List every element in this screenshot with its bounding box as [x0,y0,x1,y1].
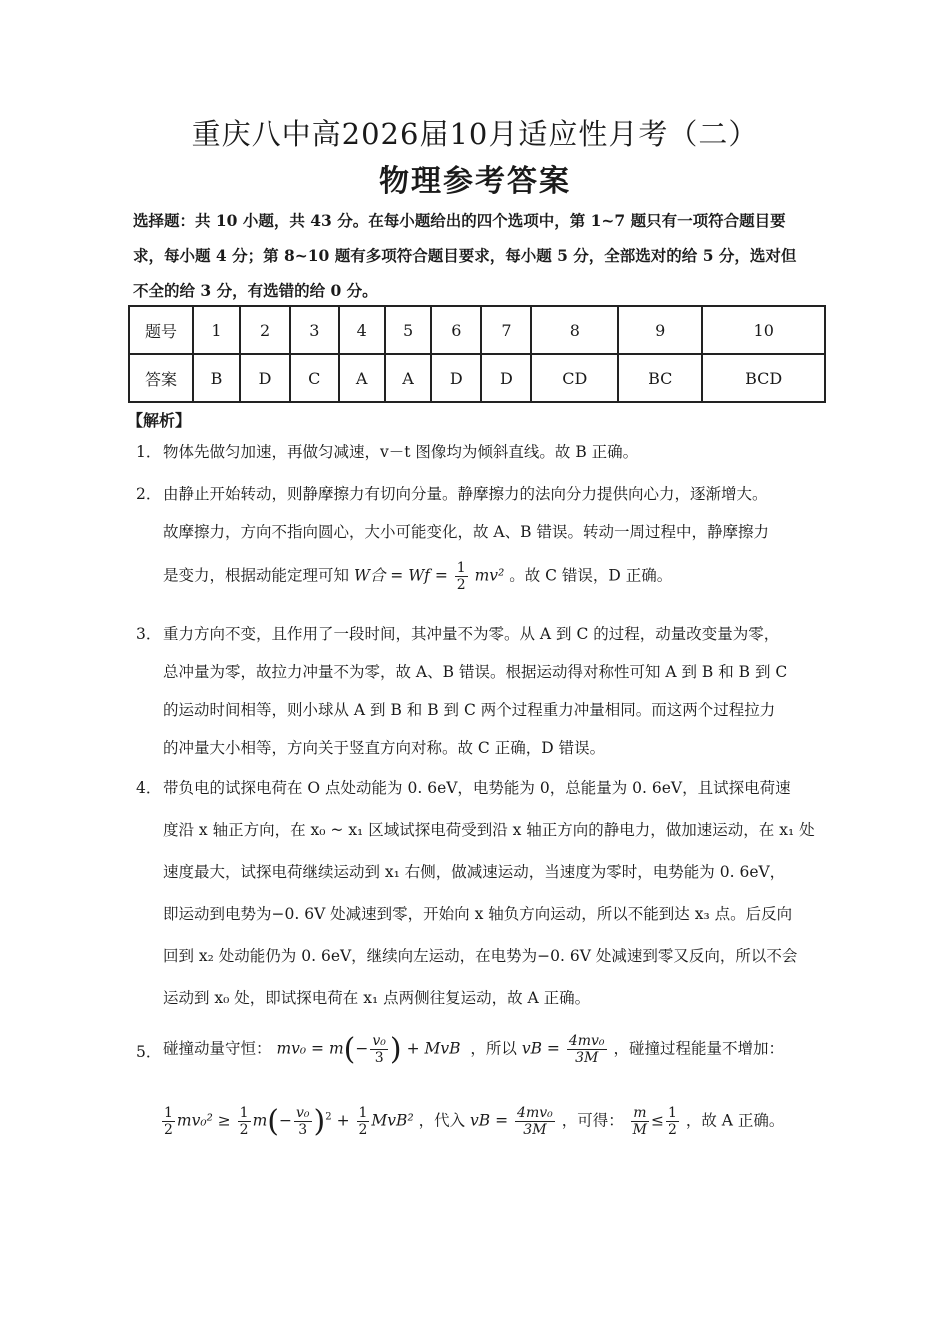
fraction-denominator: M [632,1122,647,1138]
solution-number: 5． [136,1043,162,1061]
solution-line: 的运动时间相等，则小球从 A 到 B 和 B 到 C 两个过程重力冲量相同。而这两个过程拉力 [163,701,776,719]
table-cell: BCD [702,354,825,402]
fraction-numerator: 1 [239,1105,249,1121]
paren-close: ) [389,1032,402,1067]
solution-line: 总冲量为零，故拉力冲量不为零，故 A、B 错误。根据运动得对称性可知 A 到 B 和 B 到 C [163,663,788,681]
solution-line: 碰撞动量守恒： mv₀ = m(− $\frac{\text{v₀}}{3}$ ) + MvB ，所以 vB = $\frac{\text{4mv₀}}{3M}$ ，碰撞过程能量不增加： [163,1032,784,1067]
fraction [370,1033,388,1066]
fraction [357,1105,370,1138]
text-run: ，代入 [418,1111,466,1130]
text-run: ，故 A 正确。 [685,1111,785,1130]
fraction [515,1105,555,1138]
solution-line: 的冲量大小相等，方向关于竖直方向对称。故 C 正确，D 错误。 [163,739,606,757]
row-label: 答案 [129,354,193,402]
math-expression: W合 = Wf = [353,566,448,585]
table-cell: 8 [531,306,618,354]
solution-line [163,560,672,593]
solution-line: 回到 x₂ 处动能仍为 0. 6eV，继续向左运动，在电势为−0. 6V 处减速到零又反向，所以不会 [163,947,798,965]
exponent: 2 [325,1111,332,1123]
solution-5 [136,1032,826,1160]
table-cell: 6 [431,306,481,354]
text-run: ，碰撞过程能量不增加： [613,1039,784,1058]
fraction [162,1105,175,1138]
solution-number: 3． [136,625,162,643]
solution-line: 由静止开始转动，则静摩擦力有切向分量。静摩擦力的法向分力提供向心力，逐渐增大。 [163,485,768,503]
fraction-denominator: 3 [294,1121,312,1138]
fraction-denominator: 2 [164,1122,173,1138]
text-run: ，所以 [470,1039,517,1058]
math-expression: vB = [521,1039,560,1058]
math-expression: mv₀² ≥ [176,1111,231,1130]
fraction-denominator: 3M [567,1049,607,1066]
fraction-numerator: 1 [358,1105,368,1121]
answer-table [128,305,826,403]
fraction-numerator: 1 [164,1105,173,1121]
table-cell: 3 [290,306,338,354]
table-cell: C [290,354,338,402]
table-cell: 9 [618,306,702,354]
table-cell: 2 [240,306,290,354]
exam-title: 重庆八中高2026届10月适应性月考（二） [191,117,759,151]
table-cell: 4 [339,306,385,354]
fraction-denominator: 3 [370,1049,388,1066]
table-cell: 5 [385,306,431,354]
fraction [238,1105,251,1138]
table-cell: D [431,354,481,402]
fraction-denominator: 2 [358,1122,368,1138]
solution-number: 2． [136,485,162,503]
fraction [666,1105,679,1138]
fraction-denominator: 2 [668,1122,677,1138]
fraction [294,1105,312,1138]
math-expression: mv² [474,566,505,585]
math-expression: MvB² [371,1111,414,1130]
solution-line: 速度最大，试探电荷继续运动到 x₁ 右侧，做减速运动，当速度为零时，电势能为 0. 6eV， [163,863,786,881]
fraction-numerator: m [633,1105,647,1121]
table-cell: A [339,354,385,402]
solution-number: 4． [136,779,162,797]
text-run: ，可得： [561,1111,624,1130]
table-cell: 1 [193,306,240,354]
table-cell: 10 [702,306,825,354]
fraction-denominator: 2 [456,577,466,593]
page-subtitle: 物理参考答案 [379,164,571,199]
solution-number: 1． [136,443,162,461]
paren-open: ( [267,1104,279,1139]
table-cell: BC [618,354,702,402]
fraction [631,1105,649,1138]
text-run: 是变力，根据动能定理可知 [163,566,350,585]
instructions-line: 求，每小题 4 分；第 8~10 题有多项符合题目要求，每小题 5 分，全部选对的给 5 分，选对但 [133,246,797,265]
fraction-denominator: 3M [515,1121,555,1138]
solution-line: 重力方向不变，且作用了一段时间，其冲量不为零。从 A 到 C 的过程，动量改变量为零， [163,625,780,643]
math-expression: mv₀ = m [276,1039,344,1058]
math-expression: + MvB [406,1039,461,1058]
fraction-denominator: 2 [239,1122,249,1138]
text-run: 。故 C 错误，D 正确。 [509,566,673,585]
instructions-line: 不全的给 3 分，有选错的给 0 分。 [133,281,378,300]
solution-line: $\frac{1}{2}$ mv₀² ≥ $\frac{1}{2}$ m(− $\frac{\text{v₀}}{3}$ )$^2$ + $\frac{1}{2}$ MvB² ，代入 vB = $\frac{\text{4mv₀}}{3M}$ ，可得： $\frac{m}{M}$ ≤ $\frac{1}{2}$ ，故 A 正确。 [164,1104,785,1139]
solution-line: 度沿 x 轴正方向，在 x₀ ~ x₁ 区域试探电荷受到沿 x 轴正方向的静电力，做加速运动，在 x₁ 处 [163,821,815,839]
math-expression: vB = [470,1111,509,1130]
fraction [455,560,468,593]
solution-line: 运动到 x₀ 处，即试探电荷在 x₁ 点两侧往复运动，故 A 正确。 [163,989,591,1007]
fraction-numerator: 4mv₀ [517,1105,553,1121]
table-cell: B [193,354,240,402]
math-expression: m [252,1111,268,1130]
math-operator: ≤ [651,1111,664,1130]
table-cell: D [240,354,290,402]
solution-line: 带负电的试探电荷在 O 点处动能为 0. 6eV，电势能为 0，总能量为 0. 6eV，且试探电荷速 [163,779,791,797]
fraction [567,1033,607,1066]
table-cell: 7 [481,306,531,354]
text-run: 碰撞动量守恒： [163,1039,272,1058]
row-label: 题号 [129,306,193,354]
table-row-answers [129,354,825,402]
table-cell: CD [531,354,618,402]
paren-open: ( [343,1032,356,1067]
table-cell: D [481,354,531,402]
instructions-line: 选择题：共 10 小题，共 43 分。在每小题给出的四个选项中，第 1~7 题只有一项符合题目要 [133,211,786,230]
fraction-numerator: 1 [456,560,466,576]
instructions [133,203,823,308]
solution-line: 物体先做匀加速，再做匀减速，v－t 图像均为倾斜直线。故 B 正确。 [163,443,639,461]
paren-close: ) [313,1104,326,1139]
analysis-heading: 【解析】 [127,411,192,430]
table-row-numbers [129,306,825,354]
table-cell: A [385,354,431,402]
plus-sign: + [336,1111,350,1130]
fraction-numerator: 4mv₀ [568,1033,605,1049]
fraction-numerator: v₀ [372,1033,386,1049]
fraction-numerator: v₀ [296,1105,310,1121]
solution-line: 故摩擦力，方向不指向圆心，大小可能变化，故 A、B 错误。转动一周过程中，静摩擦力 [163,523,769,541]
fraction-numerator: 1 [668,1105,677,1121]
solution-line: 即运动到电势为−0. 6V 处减速到零，开始向 x 轴负方向运动，所以不能到达 x₃ 点。后反向 [163,905,793,923]
